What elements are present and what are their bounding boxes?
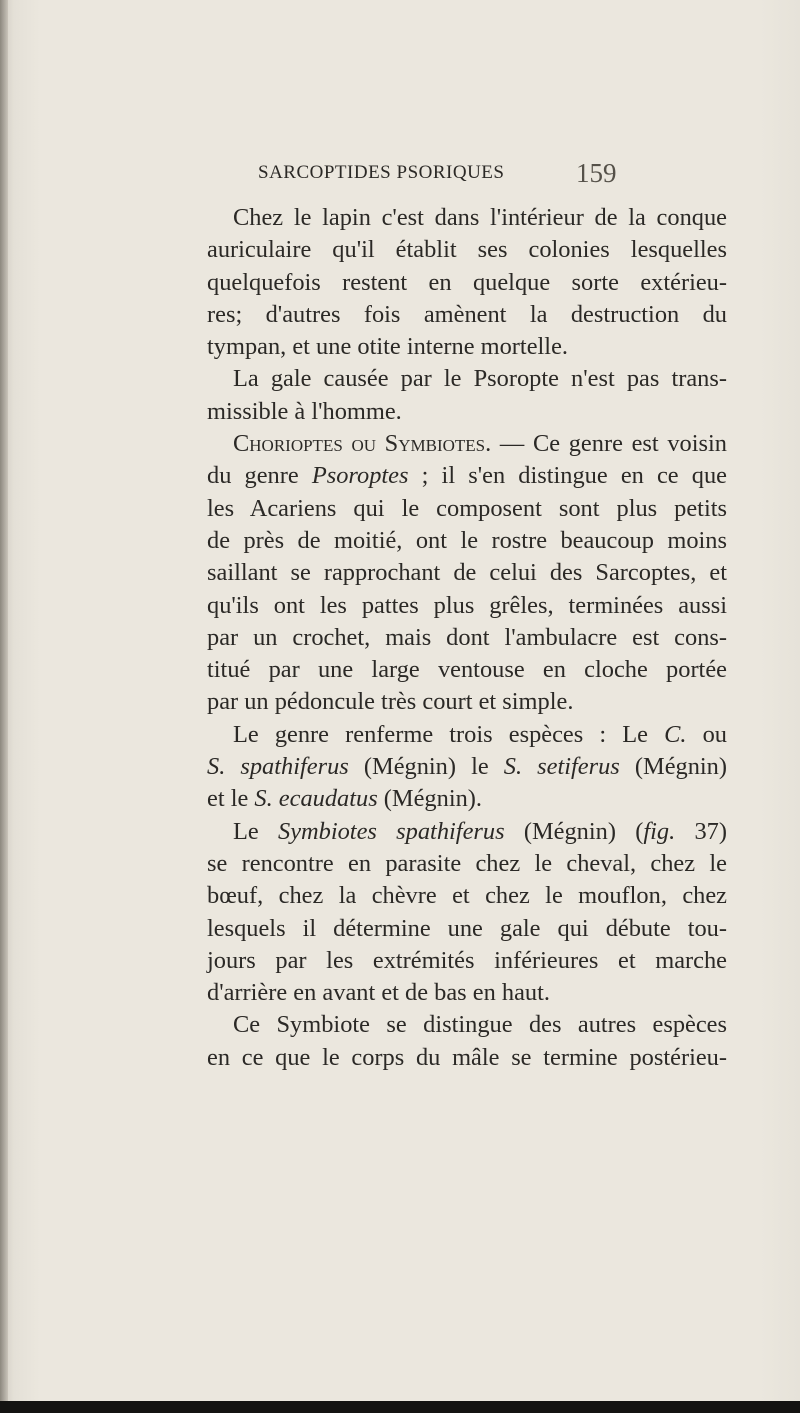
text-line: par un crochet, mais dont l'ambulacre est cons- bbox=[207, 623, 727, 651]
running-title: SARCOPTIDES PSORIQUES bbox=[258, 162, 505, 183]
text-line: par un pédoncule très court et simple. bbox=[207, 688, 574, 716]
text-line: et le S. ecaudatus (Mégnin). bbox=[207, 785, 483, 813]
page-spine-shadow bbox=[0, 0, 8, 1413]
text-line: du genre Psoroptes ; il s'en distingue en ce que bbox=[207, 462, 727, 490]
text-line: bœuf, chez la chèvre et chez le mouflon, chez bbox=[207, 882, 727, 910]
text-line: res; d'autres fois amènent la destruction du bbox=[207, 300, 727, 328]
text-line: La gale causée par le Psoropte n'est pas trans- bbox=[233, 365, 727, 393]
text-line: tympan, et une otite interne mortelle. bbox=[207, 333, 569, 361]
text-line: se rencontre en parasite chez le cheval, chez le bbox=[207, 849, 727, 877]
text-line: Le genre renferme trois espèces : Le C. ou bbox=[233, 720, 727, 748]
text-line: Chorioptes ou Symbiotes. — Ce genre est voisin bbox=[233, 430, 727, 458]
text-line: jours par les extrémités inférieures et marche bbox=[207, 946, 727, 974]
text-line: auriculaire qu'il établit ses colonies lesquelles bbox=[207, 236, 727, 264]
text-line: quelquefois restent en quelque sorte extérieu- bbox=[207, 268, 727, 296]
body-text bbox=[207, 202, 727, 1074]
text-line: de près de moitié, ont le rostre beaucoup moins bbox=[207, 526, 727, 554]
text-line: d'arrière en avant et de bas en haut. bbox=[207, 979, 550, 1007]
running-head bbox=[258, 158, 728, 188]
text-line: missible à l'homme. bbox=[207, 397, 402, 425]
text-line: Ce Symbiote se distingue des autres espèces bbox=[233, 1011, 727, 1039]
genus-name: Psoroptes bbox=[311, 462, 409, 490]
text-line: Chez le lapin c'est dans l'intérieur de la conque bbox=[233, 204, 727, 231]
text-line: lesquels il détermine une gale qui débute tou- bbox=[207, 914, 727, 942]
text-line: les Acariens qui le composent sont plus petits bbox=[207, 494, 727, 522]
text-line: qu'ils ont les pattes plus grêles, terminées aussi bbox=[207, 591, 727, 619]
page-bottom-edge bbox=[0, 1401, 800, 1413]
genus-heading: Chorioptes ou Symbiotes. bbox=[233, 430, 492, 458]
text-line: S. spathiferus (Mégnin) le S. setiferus (Mégnin) bbox=[207, 753, 727, 781]
text-line: Le Symbiotes spathiferus (Mégnin) (fig. 37) bbox=[233, 817, 727, 845]
text-line: titué par une large ventouse en cloche portée bbox=[207, 656, 727, 684]
text-line: saillant se rapprochant de celui des Sarcoptes, et bbox=[207, 559, 727, 587]
text-line: en ce que le corps du mâle se termine postérieu- bbox=[207, 1043, 727, 1071]
page-number: 159 bbox=[576, 158, 617, 188]
